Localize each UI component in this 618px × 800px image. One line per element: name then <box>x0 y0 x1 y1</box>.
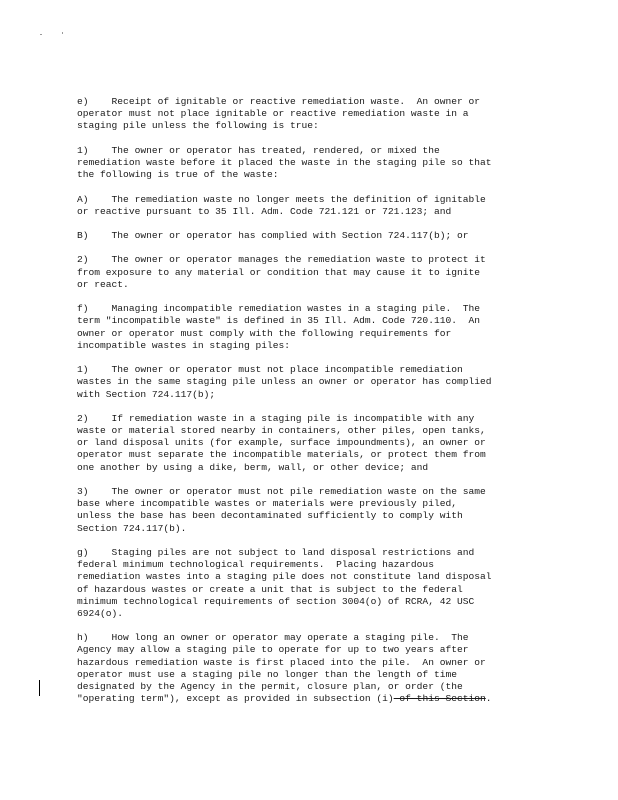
line-text: "operating term"), except as provided in subsection (i) <box>77 693 394 705</box>
paragraph-f-1 <box>77 364 547 401</box>
paragraph-f-2 <box>77 413 547 474</box>
text-line: federal minimum technological requirements. Placing hazardous <box>77 559 434 571</box>
document-body <box>77 96 547 718</box>
text-line: operator must not place ignitable or reactive remediation waste in a <box>77 108 469 120</box>
text-line: f) Managing incompatible remediation wastes in a staging pile. The <box>77 303 481 315</box>
text-line: hazardous remediation waste is first placed into the pile. An owner or <box>77 656 486 668</box>
text-line: e) Receipt of ignitable or reactive remediation waste. An owner or <box>77 96 481 107</box>
text-line: or react. <box>77 278 129 290</box>
text-line <box>77 693 547 705</box>
text-line: designated by the Agency in the permit, closure plan, or order (the <box>77 681 463 692</box>
text-line: A) The remediation waste no longer meets the definition of ignitable <box>77 193 486 205</box>
text-line: operator must use a staging pile no longer than the length of time <box>77 668 457 680</box>
text-line: base where incompatible wastes or materials were previously piled, <box>77 498 457 510</box>
text-line: of hazardous wastes or create a unit that is subject to the federal <box>77 583 463 595</box>
text-line: unless the base has been decontaminated sufficiently to comply with <box>77 510 463 522</box>
text-line: g) Staging piles are not subject to land disposal restrictions and <box>77 546 475 558</box>
paragraph-h <box>77 632 547 705</box>
struck-text: of this Section <box>393 693 486 705</box>
text-line: with Section 724.117(b); <box>77 388 216 400</box>
scan-speck <box>40 34 42 35</box>
text-line: minimum technological requirements of section 3004(o) of RCRA, 42 USC <box>77 595 475 607</box>
paragraph-f-3 <box>77 486 547 535</box>
text-line: the following is true of the waste: <box>77 169 279 181</box>
scan-speck <box>62 32 63 34</box>
line-end-punctuation: . <box>485 693 492 705</box>
text-line: from exposure to any material or condition that may cause it to ignite <box>77 266 481 278</box>
text-line: or reactive pursuant to 35 Ill. Adm. Code 721.121 or 721.123; and <box>77 205 452 217</box>
paragraph-e-1 <box>77 145 547 182</box>
paragraph-e-2 <box>77 254 547 291</box>
text-line: 2) If remediation waste in a staging pile is incompatible with any <box>77 412 475 424</box>
text-line: 2) The owner or operator manages the remediation waste to protect it <box>77 254 486 266</box>
revision-bar <box>39 680 40 696</box>
text-line: operator must separate the incompatible materials, or protect them from <box>77 449 486 461</box>
text-line: or land disposal units (for example, surface impoundments), an owner or <box>77 437 486 449</box>
text-line: wastes in the same staging pile unless an owner or operator has complied <box>77 376 492 388</box>
text-line: Agency may allow a staging pile to operate for up to two years after <box>77 644 469 656</box>
text-line: B) The owner or operator has complied with Section 724.117(b); or <box>77 230 469 242</box>
text-line: 1) The owner or operator must not place incompatible remediation <box>77 364 463 376</box>
paragraph-g <box>77 547 547 620</box>
paragraph-e-1-A <box>77 194 547 218</box>
text-line: waste or material stored nearby in containers, other piles, open tanks, <box>77 425 486 437</box>
text-line: staging pile unless the following is true: <box>77 120 319 132</box>
text-line: incompatible wastes in staging piles: <box>77 339 291 351</box>
text-line: term "incompatible waste" is defined in 35 Ill. Adm. Code 720.110. An <box>77 315 481 327</box>
text-line: 3) The owner or operator must not pile remediation waste on the same <box>77 486 486 497</box>
text-line: remediation wastes into a staging pile does not constitute land disposal <box>77 571 492 583</box>
text-line: remediation waste before it placed the waste in the staging pile so that <box>77 156 492 168</box>
text-line: Section 724.117(b). <box>77 522 187 534</box>
text-line: 1) The owner or operator has treated, rendered, or mixed the <box>77 144 440 156</box>
paragraph-e <box>77 96 547 133</box>
text-line: h) How long an owner or operator may operate a staging pile. The <box>77 632 469 644</box>
paragraph-f <box>77 303 547 352</box>
paragraph-e-1-B <box>77 230 547 242</box>
text-line: one another by using a dike, berm, wall, or other device; and <box>77 461 429 473</box>
text-line: owner or operator must comply with the following requirements for <box>77 327 452 339</box>
text-line: 6924(o). <box>77 607 124 619</box>
